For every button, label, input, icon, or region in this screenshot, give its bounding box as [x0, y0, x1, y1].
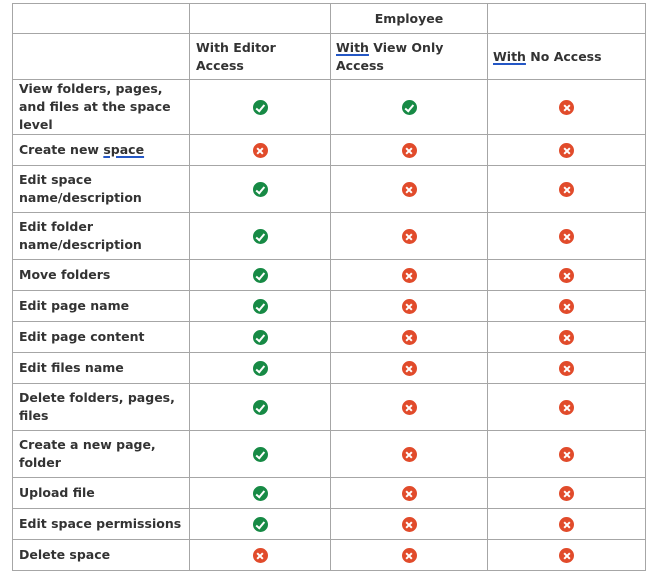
permission-label-text: Upload file — [19, 485, 95, 500]
permission-label-text: Delete space — [19, 547, 111, 562]
cross-circle-icon — [402, 229, 417, 244]
cross-circle-icon — [402, 400, 417, 415]
cross-circle-icon — [559, 447, 574, 462]
permission-cell — [190, 260, 331, 291]
permission-cell — [331, 322, 488, 353]
permission-cell — [331, 540, 488, 571]
column-header-prefix: With — [336, 39, 369, 55]
table-row — [13, 213, 646, 260]
permission-cell — [488, 353, 646, 384]
permission-cell — [331, 260, 488, 291]
header-empty-cell — [13, 34, 190, 80]
permission-label-text: Edit files name — [19, 360, 124, 375]
permission-cell — [488, 509, 646, 540]
permission-label — [13, 353, 190, 384]
permission-cell — [190, 322, 331, 353]
permission-label — [13, 384, 190, 431]
permission-label — [13, 478, 190, 509]
permission-label — [13, 213, 190, 260]
permission-cell — [488, 135, 646, 166]
cross-circle-icon — [559, 400, 574, 415]
permission-cell — [190, 135, 331, 166]
permission-cell — [331, 135, 488, 166]
permission-cell — [488, 166, 646, 213]
permission-label — [13, 540, 190, 571]
permission-label-text: Create a new page, folder — [19, 437, 156, 470]
permission-cell — [488, 384, 646, 431]
column-header-text: With Editor Access — [196, 39, 276, 73]
permission-label-text: Delete folders, pages, files — [19, 390, 175, 423]
permission-cell — [488, 322, 646, 353]
cross-circle-icon — [559, 143, 574, 158]
table-row — [13, 384, 646, 431]
column-header-view-only-access — [331, 34, 488, 80]
permission-cell — [488, 260, 646, 291]
check-circle-icon — [253, 100, 268, 115]
check-circle-icon — [253, 330, 268, 345]
permission-cell — [190, 384, 331, 431]
permission-label-text: Edit page name — [19, 298, 130, 313]
permission-label-underlined: space — [103, 142, 145, 157]
group-spacer-cell — [488, 4, 646, 34]
corner-empty-cell — [13, 4, 190, 34]
cross-circle-icon — [559, 548, 574, 563]
cross-circle-icon — [402, 299, 417, 314]
cross-circle-icon — [402, 182, 417, 197]
permission-label-text: Edit page content — [19, 329, 145, 344]
table-row — [13, 166, 646, 213]
permission-cell — [190, 213, 331, 260]
permission-cell — [488, 213, 646, 260]
table-row — [13, 322, 646, 353]
permission-label — [13, 291, 190, 322]
group-spacer-cell — [190, 4, 331, 34]
permission-cell — [190, 166, 331, 213]
permission-label — [13, 166, 190, 213]
table-row — [13, 478, 646, 509]
permissions-table — [12, 3, 646, 571]
permission-cell — [488, 540, 646, 571]
table-row — [13, 353, 646, 384]
check-circle-icon — [253, 361, 268, 376]
group-header-employee: Employee — [331, 4, 488, 34]
cross-circle-icon — [559, 486, 574, 501]
permission-cell — [190, 291, 331, 322]
table-row — [13, 509, 646, 540]
cross-circle-icon — [402, 447, 417, 462]
permission-cell — [190, 540, 331, 571]
cross-circle-icon — [402, 330, 417, 345]
permission-label-text: Edit space permissions — [19, 516, 182, 531]
permission-label — [13, 431, 190, 478]
table-row — [13, 135, 646, 166]
permission-cell — [331, 509, 488, 540]
permission-cell — [488, 80, 646, 135]
permission-cell — [331, 384, 488, 431]
column-header-prefix: With — [493, 48, 526, 64]
cross-circle-icon — [402, 517, 417, 532]
column-header-editor-access — [190, 34, 331, 80]
permission-label-text: Create new — [19, 142, 104, 157]
column-header-text: No Access — [525, 48, 602, 64]
cross-circle-icon — [402, 486, 417, 501]
permission-cell — [488, 431, 646, 478]
cross-circle-icon — [559, 330, 574, 345]
permission-cell — [190, 478, 331, 509]
permission-cell — [488, 291, 646, 322]
permission-cell — [331, 291, 488, 322]
check-circle-icon — [253, 182, 268, 197]
permission-label — [13, 135, 190, 166]
permission-label-text: Edit space name/description — [19, 172, 142, 205]
permission-label — [13, 322, 190, 353]
cross-circle-icon — [402, 143, 417, 158]
permission-cell — [331, 213, 488, 260]
group-header-row — [13, 4, 646, 34]
table-row — [13, 260, 646, 291]
permission-cell — [190, 431, 331, 478]
permission-cell — [331, 353, 488, 384]
permission-cell — [331, 166, 488, 213]
table-row — [13, 291, 646, 322]
cross-circle-icon — [559, 361, 574, 376]
permission-label-text: Edit folder name/description — [19, 219, 142, 252]
cross-circle-icon — [559, 268, 574, 283]
cross-circle-icon — [402, 268, 417, 283]
permission-cell — [190, 80, 331, 135]
permission-cell — [190, 509, 331, 540]
check-circle-icon — [253, 447, 268, 462]
column-header-text: View Only Access — [336, 39, 444, 73]
table-row — [13, 431, 646, 478]
permission-label — [13, 80, 190, 135]
permission-cell — [488, 478, 646, 509]
cross-circle-icon — [559, 299, 574, 314]
check-circle-icon — [253, 400, 268, 415]
permission-label — [13, 260, 190, 291]
table-row — [13, 80, 646, 135]
permission-label-text: Move folders — [19, 267, 111, 282]
cross-circle-icon — [559, 229, 574, 244]
permission-label-text: View folders, pages, and files at the space level — [19, 81, 171, 132]
column-header-no-access — [488, 34, 646, 80]
permission-cell — [190, 353, 331, 384]
permission-cell — [331, 478, 488, 509]
table-row — [13, 540, 646, 571]
cross-circle-icon — [559, 517, 574, 532]
cross-circle-icon — [402, 361, 417, 376]
cross-circle-icon — [402, 548, 417, 563]
cross-circle-icon — [253, 143, 268, 158]
permission-cell — [331, 431, 488, 478]
permission-cell — [331, 80, 488, 135]
check-circle-icon — [253, 517, 268, 532]
check-circle-icon — [253, 229, 268, 244]
check-circle-icon — [253, 486, 268, 501]
check-circle-icon — [253, 268, 268, 283]
cross-circle-icon — [559, 182, 574, 197]
check-circle-icon — [253, 299, 268, 314]
cross-circle-icon — [559, 100, 574, 115]
cross-circle-icon — [253, 548, 268, 563]
permission-label — [13, 509, 190, 540]
column-header-row — [13, 34, 646, 80]
check-circle-icon — [402, 100, 417, 115]
